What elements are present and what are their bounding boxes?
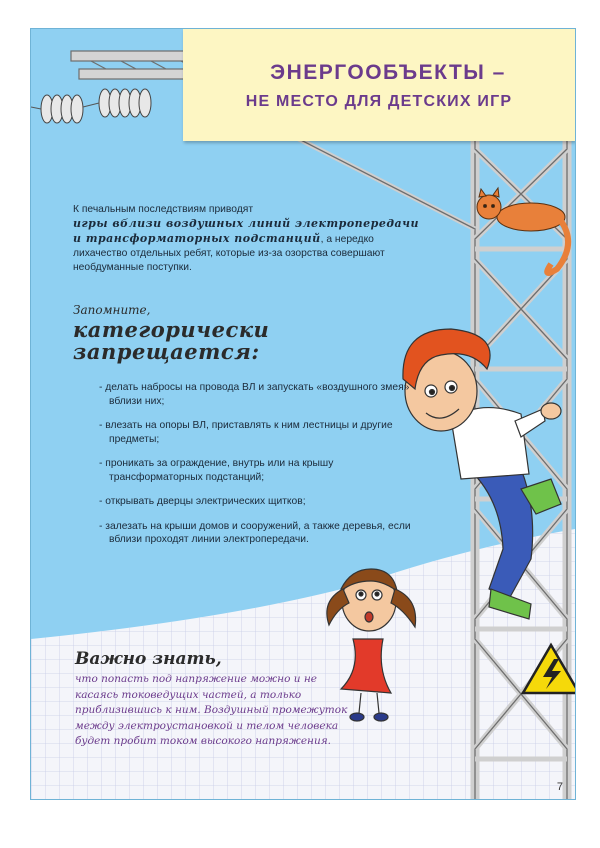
- intro-text-part3: , а нередко лихачество отдельных ребят, которые из-за озорства совершают необдуманные поступки.: [73, 234, 385, 273]
- intro-emphasis: игры вблизи воздушных линий электропередачи и трансформаторных подстанций: [73, 217, 419, 245]
- forbidden-line2: запрещается:: [73, 339, 260, 364]
- insulator-string-icon: [31, 89, 151, 123]
- list-item: - проникать за ограждение, внутрь или на крышу трансформаторных подстанций;: [99, 458, 334, 483]
- title-panel: [183, 29, 575, 141]
- page-subtitle: НЕ МЕСТО ДЛЯ ДЕТСКИХ ИГР: [245, 93, 513, 110]
- brochure-page: [30, 28, 576, 800]
- rules-list: [99, 381, 429, 558]
- page-number: 7: [556, 781, 563, 793]
- intro-paragraph: [73, 203, 428, 275]
- forbidden-line1: категорически: [73, 317, 270, 342]
- list-item: - влезать на опоры ВЛ, приставлять к ним лестницы и другие предметы;: [99, 420, 393, 445]
- forbidden-heading: [73, 319, 269, 363]
- list-item: - делать набросы на провода ВЛ и запускать «воздушного змея» вблизи них;: [99, 382, 410, 407]
- page-title: ЭНЕРГООБЪЕКТЫ –: [270, 61, 506, 84]
- important-heading: Важно знать,: [75, 649, 222, 669]
- tower-crossarm: [71, 51, 201, 79]
- intro-text-part1: К печальным последствиям приводят: [73, 204, 254, 215]
- remember-label: Запомните,: [73, 303, 151, 317]
- important-text: что попасть под напряжение можно и не касаясь токоведущих частей, а только приблизившись к ним. Воздушный промежуток между электроустановкой и телом человека будет пробит током высокого напряжения.: [75, 673, 348, 747]
- list-item: - залезать на крыши домов и сооружений, а также деревья, если вблизи проходят линии электропередачи.: [99, 520, 411, 545]
- list-item: - открывать дверцы электрических щитков;: [99, 496, 306, 507]
